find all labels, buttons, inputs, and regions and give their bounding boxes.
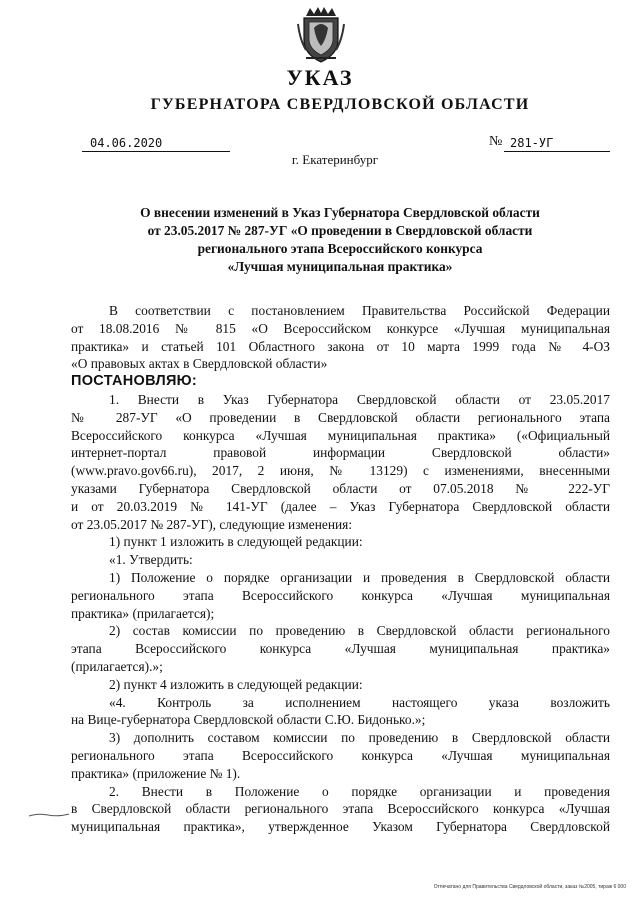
text-line: № 287-УГ «О проведении в Свердловской области регионального этапа — [71, 409, 610, 425]
text-line: В соответствии с постановлением Правительства Российской Федерации — [109, 303, 610, 318]
subitem-1-intro: 1) пункт 1 изложить в следующей редакции: — [109, 534, 363, 550]
text-line: этапа Всероссийского конкурса «Лучшая муниципальная практика» — [71, 641, 610, 657]
subitem-2-intro: 2) пункт 4 изложить в следующей редакции: — [109, 676, 363, 692]
subitem-3-text — [71, 729, 610, 782]
text-line: регионального этапа Всероссийского конкурса «Лучшая муниципальная — [71, 587, 610, 603]
subitem-2-text — [71, 694, 610, 730]
item-1-paragraph — [71, 391, 610, 533]
text-line: в Свердловской области регионального этапа Всероссийского конкурса «Лучшая — [71, 801, 610, 817]
heading-line: от 23.05.2017 № 287-УГ «О проведении в Свердловской области — [147, 223, 533, 238]
text-line: «4. Контроль за исполнением настоящего указа возложить — [109, 694, 610, 710]
heading-line: регионального этапа Всероссийского конкурса — [197, 241, 483, 256]
preamble-paragraph — [71, 302, 610, 373]
text-line: 1) Положение о порядке организации и проведения в Свердловской области — [109, 569, 610, 585]
item-2-paragraph — [71, 783, 610, 836]
text-line: практика» (приложение № 1). — [71, 765, 241, 781]
text-line: (прилагается).»; — [71, 658, 163, 674]
subitem-1-quote: «1. Утвердить: — [109, 552, 193, 568]
text-line: 3) дополнить составом комиссии по проведению в Свердловской области — [109, 730, 610, 746]
document-body — [71, 302, 610, 836]
text-line: от 23.05.2017 № 287-УГ), следующие изменения: — [71, 516, 353, 532]
document-type-title: УКАЗ — [286, 65, 354, 90]
text-line: (www.pravo.gov66.ru), 2017, 2 июня, № 13129) с изменениями, внесенными — [71, 463, 610, 479]
text-line: регионального этапа Всероссийского конкурса «Лучшая муниципальная — [71, 747, 610, 763]
subitem-1-point-1 — [71, 569, 610, 622]
text-line: интернет-портал правовой информации Свердловской области» — [71, 445, 610, 461]
text-line: от 18.08.2016 № 815 «О Всероссийском конкурсе «Лучшая муниципальная — [71, 320, 610, 336]
issuer-title: ГУБЕРНАТОРА СВЕРДЛОВСКОЙ ОБЛАСТИ — [150, 96, 530, 113]
text-line: указами Губернатора Свердловской области от 07.05.2018 № 222-УГ — [71, 480, 610, 496]
margin-mark-icon — [28, 810, 70, 820]
coat-of-arms-icon — [296, 6, 346, 64]
city-line: г. Екатеринбург — [291, 152, 379, 167]
document-heading — [100, 204, 580, 276]
text-line: 1. Внести в Указ Губернатора Свердловской области от 23.05.2017 — [109, 391, 610, 407]
text-line: 2. Внести в Положение о порядке организации и проведения — [109, 783, 610, 799]
document-date: 04.06.2020 — [82, 135, 230, 152]
decree-word: ПОСТАНОВЛЯЮ: — [71, 373, 198, 390]
document-number: 281-УГ — [504, 135, 610, 152]
text-line: и от 20.03.2019 № 141-УГ (далее – Указ Губернатора Свердловской области — [71, 498, 610, 514]
text-line: практика» (прилагается); — [71, 605, 215, 621]
coat-of-arms-emblem — [296, 6, 346, 64]
text-line: практика» и статьей 101 Областного закона от 10 марта 1999 года № 4-ОЗ — [71, 338, 610, 354]
text-line: на Вице-губернатора Свердловской области С.Ю. Бидонько.»; — [71, 712, 426, 728]
heading-line: О внесении изменений в Указ Губернатора Свердловской области — [140, 205, 540, 220]
text-line: Всероссийского конкурса «Лучшая муниципальная практика» («Официальный — [71, 427, 610, 443]
subitem-1-point-2 — [71, 622, 610, 675]
print-footer: Отпечатано для Правительства Свердловской области, заказ №2005, тираж 6 000 — [433, 884, 626, 890]
text-line: «О правовых актах в Свердловской области» — [71, 356, 328, 372]
heading-line: «Лучшая муниципальная практика» — [227, 259, 453, 274]
number-label: № — [489, 134, 503, 149]
text-line: муниципальная практика», утвержденное Указом Губернатора Свердловской — [71, 819, 610, 835]
text-line: 2) состав комиссии по проведению в Свердловской области регионального — [109, 623, 610, 639]
